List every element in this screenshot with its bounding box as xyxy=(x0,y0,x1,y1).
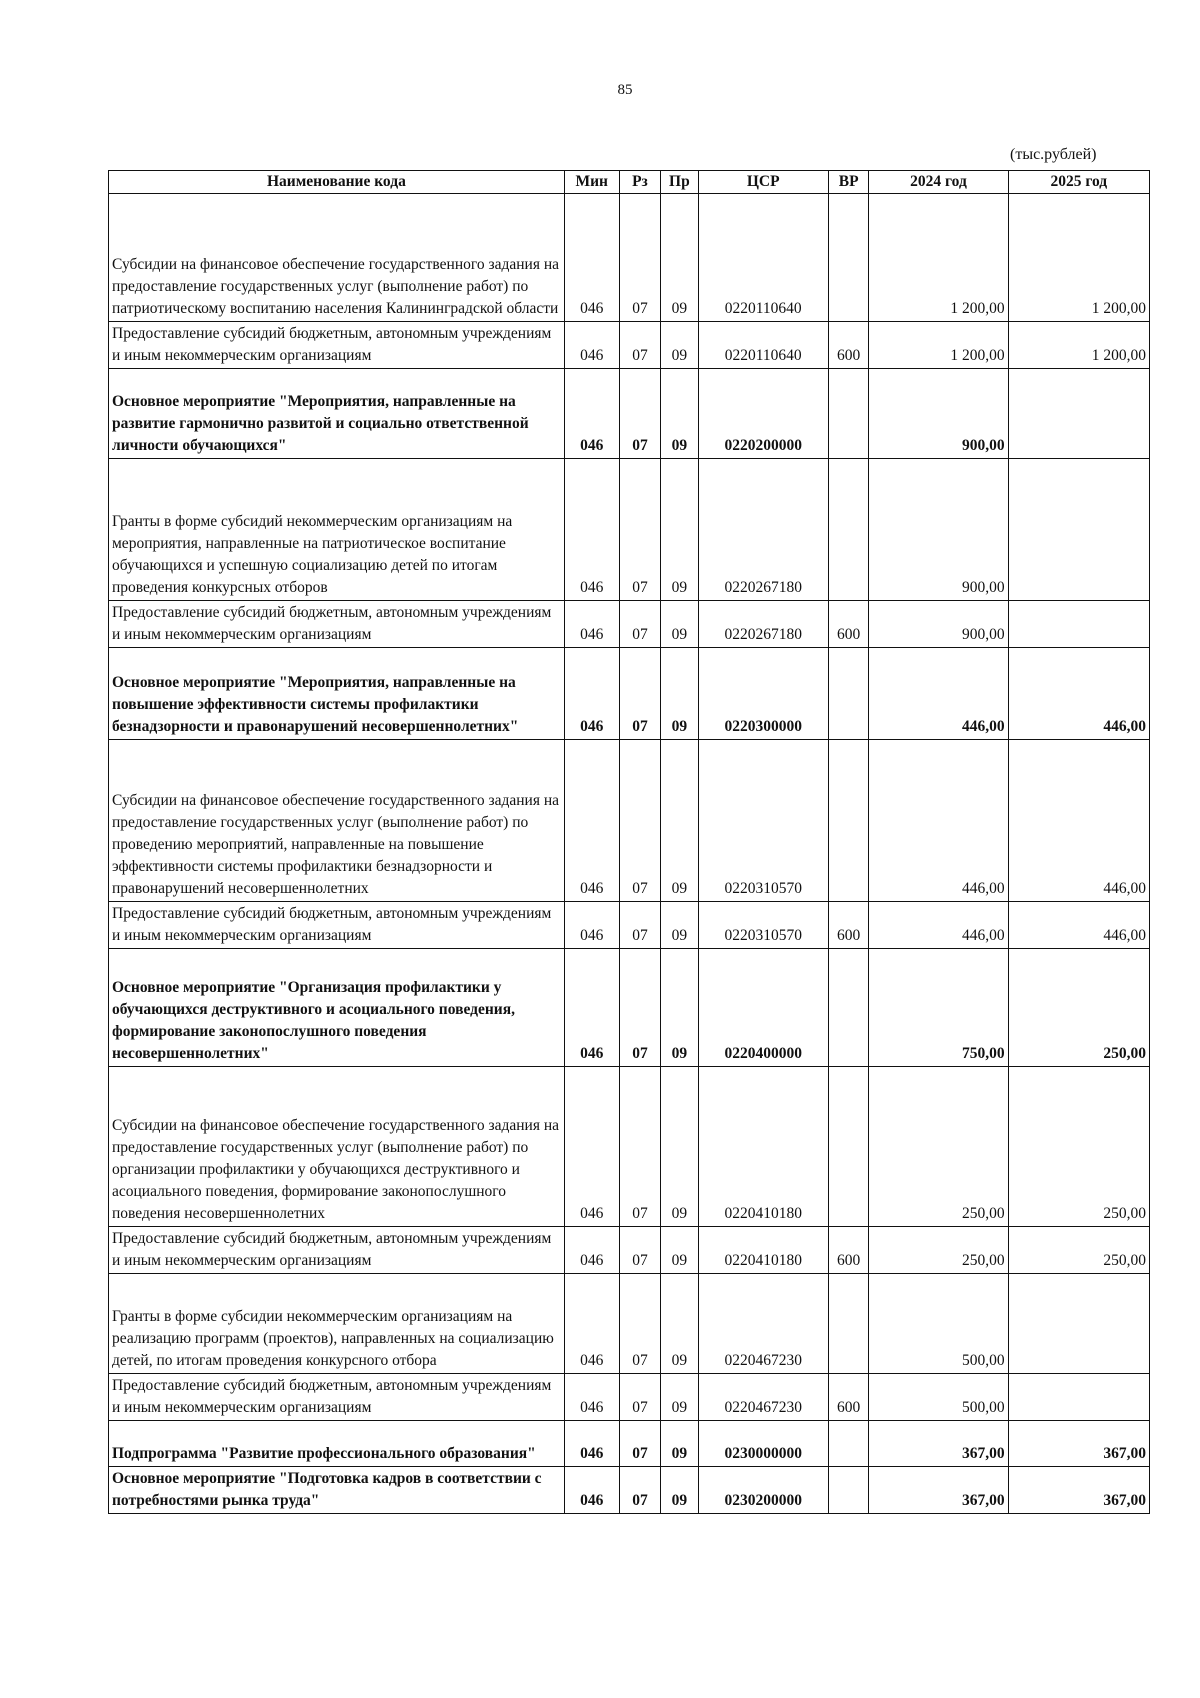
cell-y2025: 446,00 xyxy=(1008,740,1149,902)
table-row xyxy=(109,322,1150,369)
cell-vr: 600 xyxy=(828,601,869,648)
cell-pr: 09 xyxy=(661,1067,698,1227)
cell-min: 046 xyxy=(564,1421,619,1467)
cell-csr: 0220267180 xyxy=(698,601,828,648)
cell-name: Предоставление субсидий бюджетным, автономным учреждениям и иным некоммерческим организациям xyxy=(109,1374,565,1421)
cell-y2024: 367,00 xyxy=(869,1467,1008,1514)
cell-y2025: 446,00 xyxy=(1008,902,1149,949)
cell-y2025 xyxy=(1008,601,1149,648)
table-row xyxy=(109,601,1150,648)
cell-pr: 09 xyxy=(661,369,698,459)
cell-rz: 07 xyxy=(619,1421,661,1467)
cell-vr: 600 xyxy=(828,902,869,949)
cell-min: 046 xyxy=(564,1467,619,1514)
header-2025: 2025 год xyxy=(1008,171,1149,194)
cell-y2025 xyxy=(1008,1274,1149,1374)
cell-rz: 07 xyxy=(619,1467,661,1514)
cell-y2024: 250,00 xyxy=(869,1227,1008,1274)
cell-vr xyxy=(828,740,869,902)
cell-min: 046 xyxy=(564,740,619,902)
table-row xyxy=(109,1421,1150,1467)
cell-vr xyxy=(828,369,869,459)
cell-csr: 0220310570 xyxy=(698,902,828,949)
cell-csr: 0220410180 xyxy=(698,1227,828,1274)
table-row xyxy=(109,369,1150,459)
cell-pr: 09 xyxy=(661,601,698,648)
cell-pr: 09 xyxy=(661,648,698,740)
cell-name: Субсидии на финансовое обеспечение государственного задания на предоставление государственных услуг (выполнение работ) по организации профилактики у обучающихся деструктивного и асоциального поведения, формирование законопослушного поведения несовершеннолетних xyxy=(109,1067,565,1227)
cell-y2024: 446,00 xyxy=(869,902,1008,949)
cell-name: Основное мероприятие "Мероприятия, направленные на повышение эффективности системы профилактики безнадзорности и правонарушений несовершеннолетних" xyxy=(109,648,565,740)
cell-pr: 09 xyxy=(661,902,698,949)
cell-rz: 07 xyxy=(619,322,661,369)
cell-vr xyxy=(828,459,869,601)
cell-name: Основное мероприятие "Мероприятия, направленные на развитие гармонично развитой и социально ответственной личности обучающихся" xyxy=(109,369,565,459)
cell-csr: 0220200000 xyxy=(698,369,828,459)
cell-y2024: 750,00 xyxy=(869,949,1008,1067)
cell-name: Субсидии на финансовое обеспечение государственного задания на предоставление государственных услуг (выполнение работ) по патриотическому воспитанию населения Калининградской области xyxy=(109,194,565,322)
cell-csr: 0230200000 xyxy=(698,1467,828,1514)
cell-y2024: 367,00 xyxy=(869,1421,1008,1467)
cell-name: Предоставление субсидий бюджетным, автономным учреждениям и иным некоммерческим организациям xyxy=(109,601,565,648)
cell-min: 046 xyxy=(564,1274,619,1374)
cell-csr: 0220400000 xyxy=(698,949,828,1067)
cell-min: 046 xyxy=(564,902,619,949)
cell-csr: 0220410180 xyxy=(698,1067,828,1227)
cell-csr: 0220310570 xyxy=(698,740,828,902)
cell-y2025: 250,00 xyxy=(1008,1067,1149,1227)
header-pr: Пр xyxy=(661,171,698,194)
cell-min: 046 xyxy=(564,949,619,1067)
cell-vr xyxy=(828,1467,869,1514)
cell-y2025: 1 200,00 xyxy=(1008,194,1149,322)
cell-pr: 09 xyxy=(661,740,698,902)
header-rz: Рз xyxy=(619,171,661,194)
cell-vr: 600 xyxy=(828,1374,869,1421)
cell-csr: 0220300000 xyxy=(698,648,828,740)
cell-rz: 07 xyxy=(619,459,661,601)
cell-rz: 07 xyxy=(619,648,661,740)
cell-vr: 600 xyxy=(828,1227,869,1274)
cell-csr: 0220110640 xyxy=(698,194,828,322)
cell-pr: 09 xyxy=(661,949,698,1067)
table-row xyxy=(109,949,1150,1067)
cell-pr: 09 xyxy=(661,1374,698,1421)
table-row xyxy=(109,1227,1150,1274)
cell-rz: 07 xyxy=(619,1227,661,1274)
cell-csr: 0230000000 xyxy=(698,1421,828,1467)
table-row xyxy=(109,740,1150,902)
cell-y2025 xyxy=(1008,1374,1149,1421)
table-row xyxy=(109,902,1150,949)
cell-csr: 0220110640 xyxy=(698,322,828,369)
cell-rz: 07 xyxy=(619,740,661,902)
header-2024: 2024 год xyxy=(869,171,1008,194)
cell-name: Гранты в форме субсидий некоммерческим организациям на мероприятия, направленные на патриотическое воспитание обучающихся и успешную социализацию детей по итогам проведения конкурсных отборов xyxy=(109,459,565,601)
cell-rz: 07 xyxy=(619,1274,661,1374)
cell-rz: 07 xyxy=(619,902,661,949)
cell-y2025: 250,00 xyxy=(1008,1227,1149,1274)
cell-y2024: 250,00 xyxy=(869,1067,1008,1227)
budget-table xyxy=(108,170,1150,1514)
cell-y2024: 1 200,00 xyxy=(869,194,1008,322)
cell-y2025: 367,00 xyxy=(1008,1467,1149,1514)
table-row xyxy=(109,1374,1150,1421)
cell-vr xyxy=(828,648,869,740)
cell-pr: 09 xyxy=(661,1467,698,1514)
cell-name: Основное мероприятие "Подготовка кадров в соответствии с потребностями рынка труда" xyxy=(109,1467,565,1514)
cell-csr: 0220467230 xyxy=(698,1374,828,1421)
cell-min: 046 xyxy=(564,194,619,322)
page-number: 85 xyxy=(617,82,633,98)
cell-min: 046 xyxy=(564,1374,619,1421)
cell-y2024: 900,00 xyxy=(869,601,1008,648)
cell-y2024: 1 200,00 xyxy=(869,322,1008,369)
cell-y2024: 446,00 xyxy=(869,648,1008,740)
cell-name: Основное мероприятие "Организация профилактики у обучающихся деструктивного и асоциального поведения, формирование законопослушного поведения несовершеннолетних" xyxy=(109,949,565,1067)
cell-rz: 07 xyxy=(619,1374,661,1421)
cell-pr: 09 xyxy=(661,1227,698,1274)
cell-y2025: 446,00 xyxy=(1008,648,1149,740)
cell-pr: 09 xyxy=(661,1274,698,1374)
table-row xyxy=(109,194,1150,322)
cell-name: Подпрограмма "Развитие профессионального образования" xyxy=(109,1421,565,1467)
cell-rz: 07 xyxy=(619,1067,661,1227)
cell-rz: 07 xyxy=(619,369,661,459)
cell-min: 046 xyxy=(564,369,619,459)
units-label: (тыс.рублей) xyxy=(1010,146,1097,163)
cell-rz: 07 xyxy=(619,949,661,1067)
cell-y2025: 367,00 xyxy=(1008,1421,1149,1467)
cell-y2024: 500,00 xyxy=(869,1274,1008,1374)
table-row xyxy=(109,1274,1150,1374)
cell-y2024: 900,00 xyxy=(869,369,1008,459)
cell-vr xyxy=(828,194,869,322)
cell-vr xyxy=(828,1421,869,1467)
cell-min: 046 xyxy=(564,1067,619,1227)
cell-name: Предоставление субсидий бюджетным, автономным учреждениям и иным некоммерческим организациям xyxy=(109,322,565,369)
cell-csr: 0220467230 xyxy=(698,1274,828,1374)
cell-y2024: 900,00 xyxy=(869,459,1008,601)
cell-vr xyxy=(828,1067,869,1227)
cell-min: 046 xyxy=(564,648,619,740)
header-csr: ЦСР xyxy=(698,171,828,194)
cell-csr: 0220267180 xyxy=(698,459,828,601)
cell-rz: 07 xyxy=(619,601,661,648)
cell-name: Предоставление субсидий бюджетным, автономным учреждениям и иным некоммерческим организациям xyxy=(109,1227,565,1274)
cell-pr: 09 xyxy=(661,459,698,601)
header-name: Наименование кода xyxy=(109,171,565,194)
cell-y2025: 250,00 xyxy=(1008,949,1149,1067)
table-row xyxy=(109,1067,1150,1227)
table-row xyxy=(109,459,1150,601)
cell-y2024: 446,00 xyxy=(869,740,1008,902)
table-row xyxy=(109,1467,1150,1514)
cell-name: Предоставление субсидий бюджетным, автономным учреждениям и иным некоммерческим организациям xyxy=(109,902,565,949)
cell-y2025: 1 200,00 xyxy=(1008,322,1149,369)
cell-y2024: 500,00 xyxy=(869,1374,1008,1421)
cell-min: 046 xyxy=(564,1227,619,1274)
cell-vr xyxy=(828,1274,869,1374)
cell-y2025 xyxy=(1008,369,1149,459)
cell-pr: 09 xyxy=(661,322,698,369)
table-row xyxy=(109,648,1150,740)
cell-min: 046 xyxy=(564,459,619,601)
header-min: Мин xyxy=(564,171,619,194)
cell-min: 046 xyxy=(564,601,619,648)
cell-vr xyxy=(828,949,869,1067)
cell-vr: 600 xyxy=(828,322,869,369)
cell-pr: 09 xyxy=(661,1421,698,1467)
cell-min: 046 xyxy=(564,322,619,369)
table-header-row xyxy=(109,171,1150,194)
cell-name: Гранты в форме субсидии некоммерческим организациям на реализацию программ (проектов), направленных на социализацию детей, по итогам проведения конкурсного отбора xyxy=(109,1274,565,1374)
header-vr: ВР xyxy=(828,171,869,194)
cell-pr: 09 xyxy=(661,194,698,322)
cell-y2025 xyxy=(1008,459,1149,601)
cell-name: Субсидии на финансовое обеспечение государственного задания на предоставление государственных услуг (выполнение работ) по проведению мероприятий, направленные на повышение эффективности системы профилактики безнадзорности и правонарушений несовершеннолетних xyxy=(109,740,565,902)
cell-rz: 07 xyxy=(619,194,661,322)
